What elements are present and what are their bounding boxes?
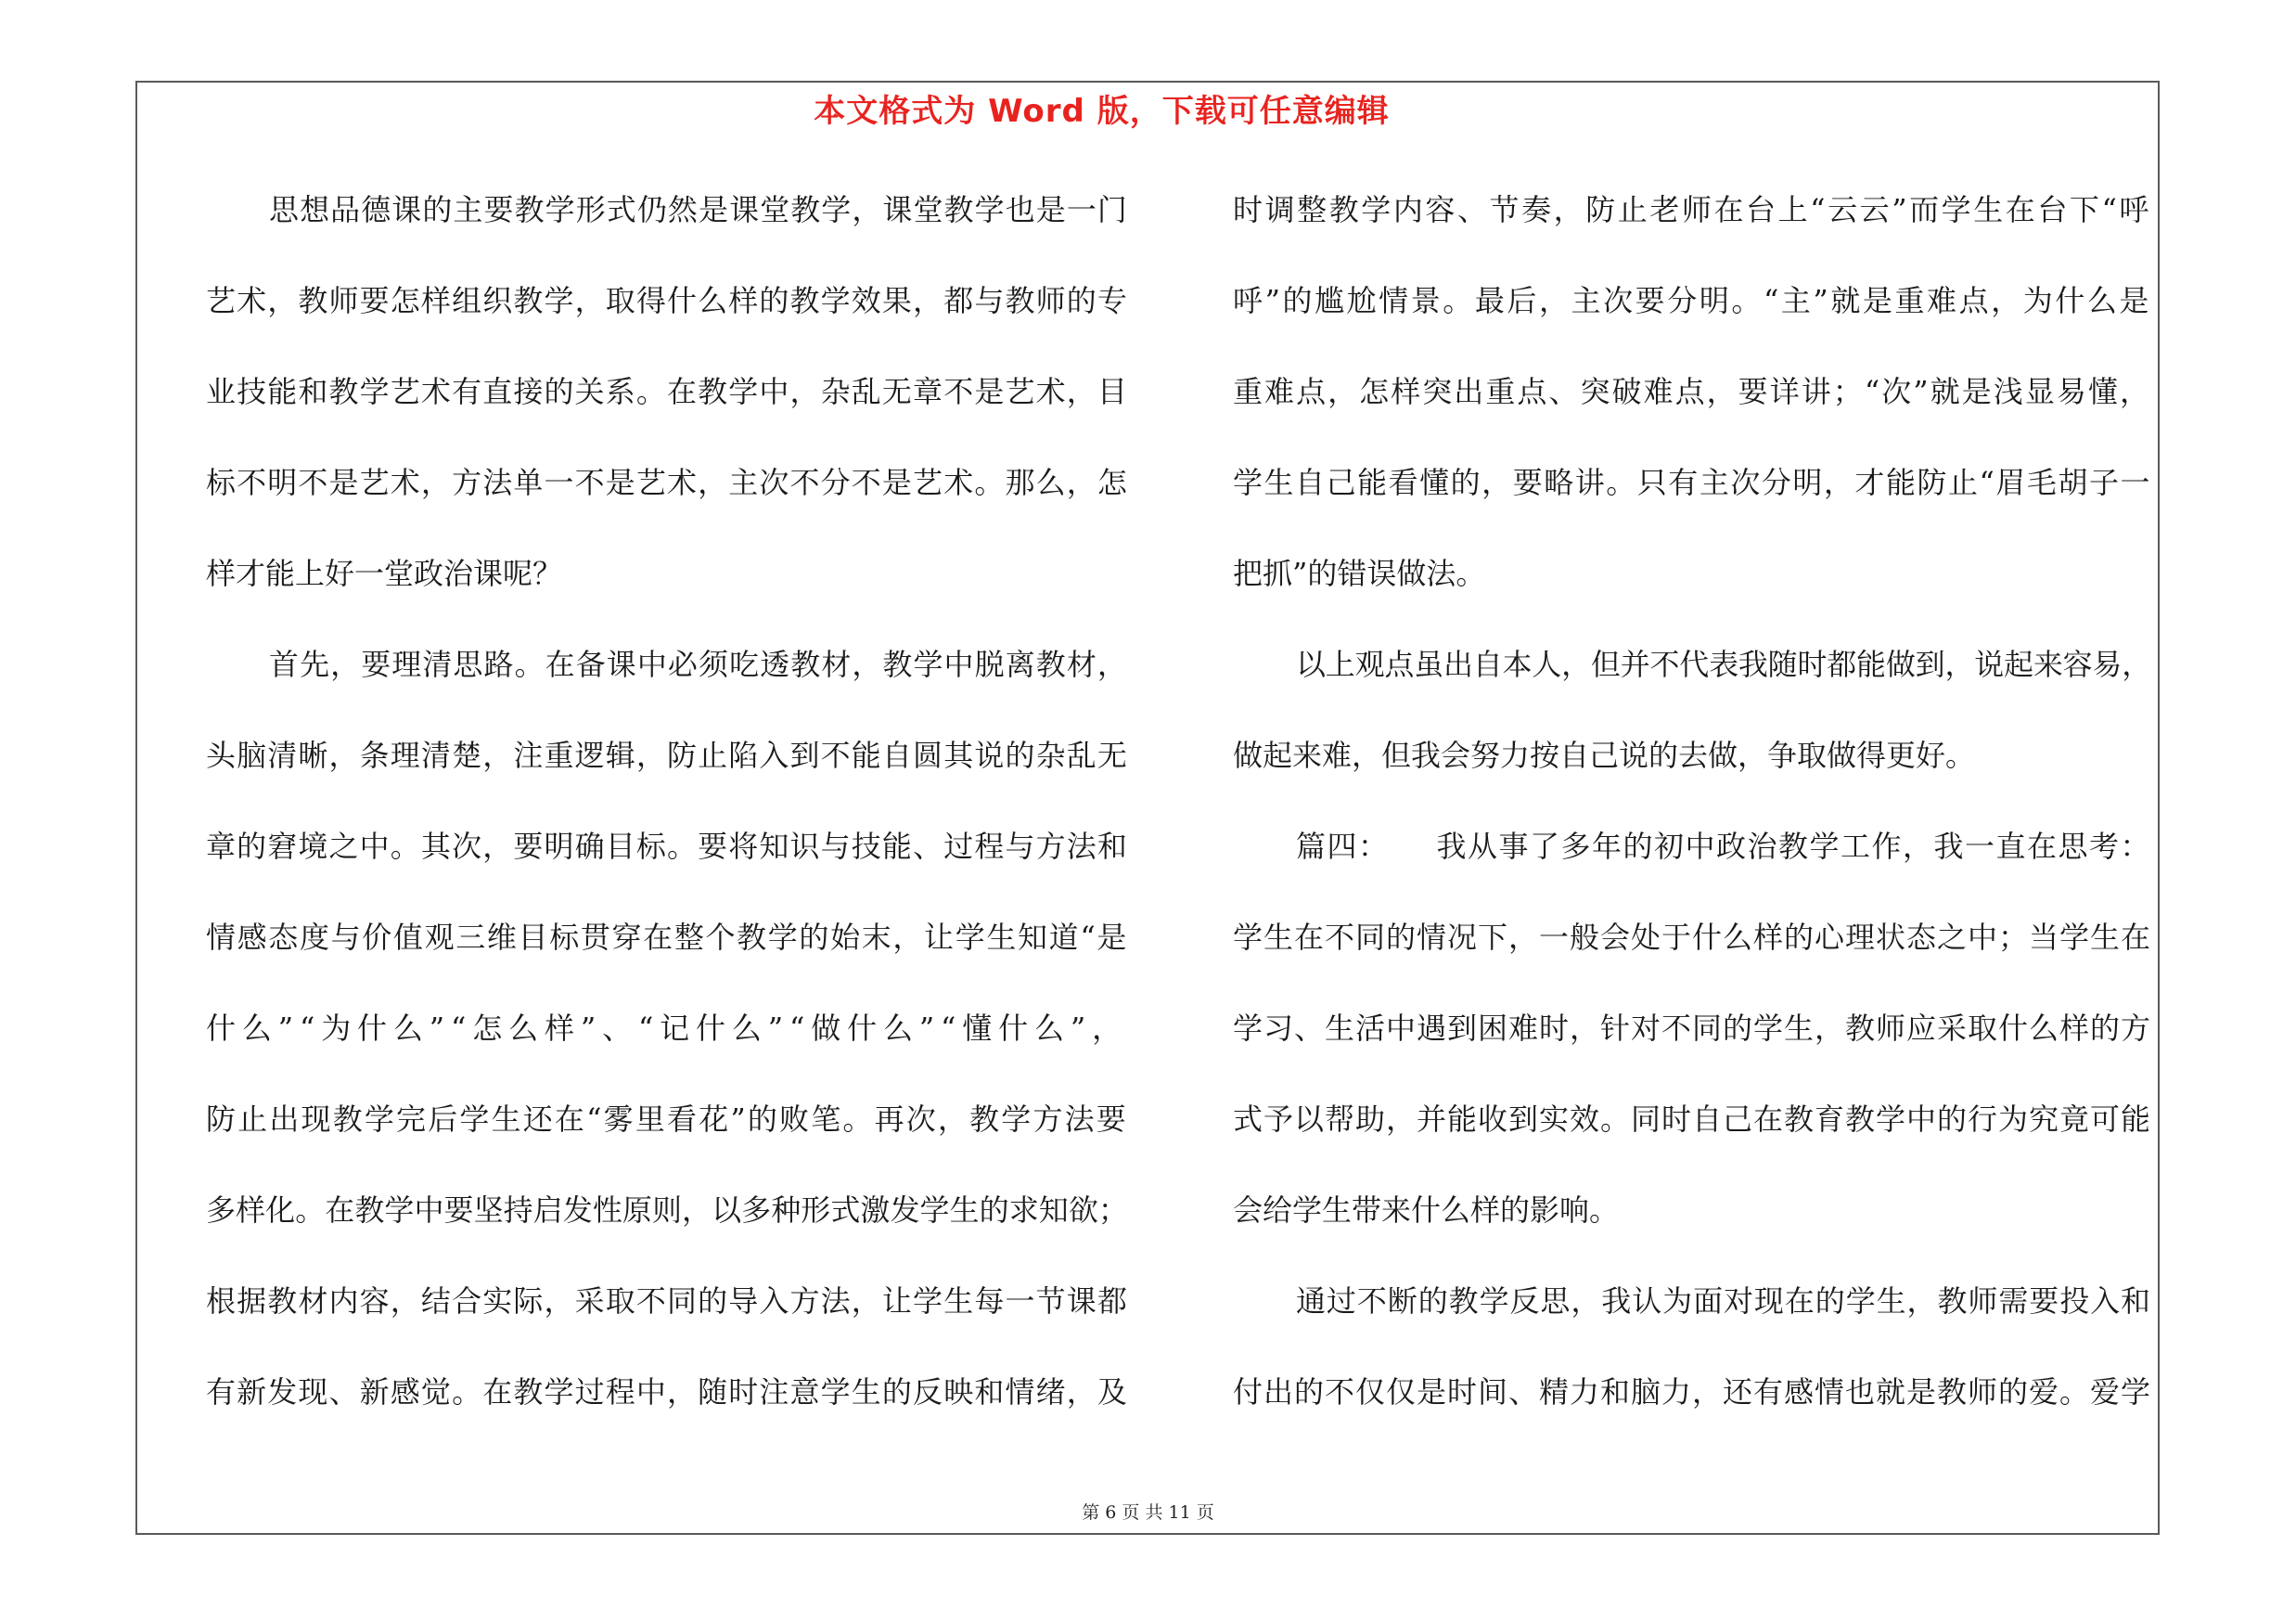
text-line: 业技能和教学艺术有直接的关系。在教学中，杂乱无章不是艺术，目 (206, 374, 1128, 409)
text-line: 思想品德课的主要教学形式仍然是课堂教学，课堂教学也是一门 (269, 192, 1128, 227)
text-line: 学生在不同的情况下，一般会处于什么样的心理状态之中；当学生在 (1233, 920, 2151, 955)
text-line: 防止出现教学完后学生还在“雾里看花”的败笔。再次，教学方法要 (206, 1101, 1128, 1137)
page-number: 第 6 页 共 11 页 (1082, 1502, 1214, 1523)
text-line: 会给学生带来什么样的影响。 (1233, 1192, 1620, 1228)
text-line: 重难点，怎样突出重点、突破难点，要详讲；“次”就是浅显易懂， (1233, 374, 2151, 409)
text-line: 多样化。在教学中要坚持启发性原则，以多种形式激发学生的求知欲； (206, 1192, 1128, 1228)
text-line: 式予以帮助，并能收到实效。同时自己在教育教学中的行为究竟可能 (1233, 1101, 2151, 1137)
text-line: 篇四： 我从事了多年的初中政治教学工作，我一直在思考： (1296, 829, 2151, 864)
text-line: 样才能上好一堂政治课呢？ (206, 556, 563, 591)
text-line: 情感态度与价值观三维目标贯穿在整个教学的始末，让学生知道“是 (206, 920, 1128, 955)
text-line: 标不明不是艺术，方法单一不是艺术，主次不分不是艺术。那么，怎 (206, 465, 1128, 500)
text-line: 通过不断的教学反思，我认为面对现在的学生，教师需要投入和 (1296, 1283, 2151, 1319)
text-line: 以上观点虽出自本人，但并不代表我随时都能做到，说起来容易， (1296, 647, 2151, 682)
text-line: 什么”“为什么”“怎么样”、“记什么”“做什么”“懂什么”， (206, 1011, 1128, 1046)
text-line: 学习、生活中遇到困难时，针对不同的学生，教师应采取什么样的方 (1233, 1011, 2151, 1046)
text-line: 呼”的尴尬情景。最后，主次要分明。“主”就是重难点，为什么是 (1233, 283, 2151, 318)
document-banner: 本文格式为 Word 版，下载可任意编辑 (814, 93, 1390, 130)
text-line: 首先，要理清思路。在备课中必须吃透教材，教学中脱离教材， (269, 647, 1128, 682)
text-line: 艺术，教师要怎样组织教学，取得什么样的教学效果，都与教师的专 (206, 283, 1128, 318)
text-line: 有新发现、新感觉。在教学过程中，随时注意学生的反映和情绪，及 (206, 1374, 1128, 1410)
text-line: 章的窘境之中。其次，要明确目标。要将知识与技能、过程与方法和 (206, 829, 1128, 864)
text-line: 根据教材内容，结合实际，采取不同的导入方法，让学生每一节课都 (206, 1283, 1128, 1319)
text-line: 把抓”的错误做法。 (1233, 556, 1486, 591)
text-line: 时调整教学内容、节奏，防止老师在台上“云云”而学生在台下“呼 (1233, 192, 2151, 227)
text-line: 付出的不仅仅是时间、精力和脑力，还有感情也就是教师的爱。爱学 (1233, 1374, 2151, 1410)
text-line: 学生自己能看懂的，要略讲。只有主次分明，才能防止“眉毛胡子一 (1233, 465, 2151, 500)
text-line: 头脑清晰，条理清楚，注重逻辑，防止陷入到不能自圆其说的杂乱无 (206, 738, 1128, 773)
text-line: 做起来难，但我会努力按自己说的去做，争取做得更好。 (1233, 738, 1976, 773)
